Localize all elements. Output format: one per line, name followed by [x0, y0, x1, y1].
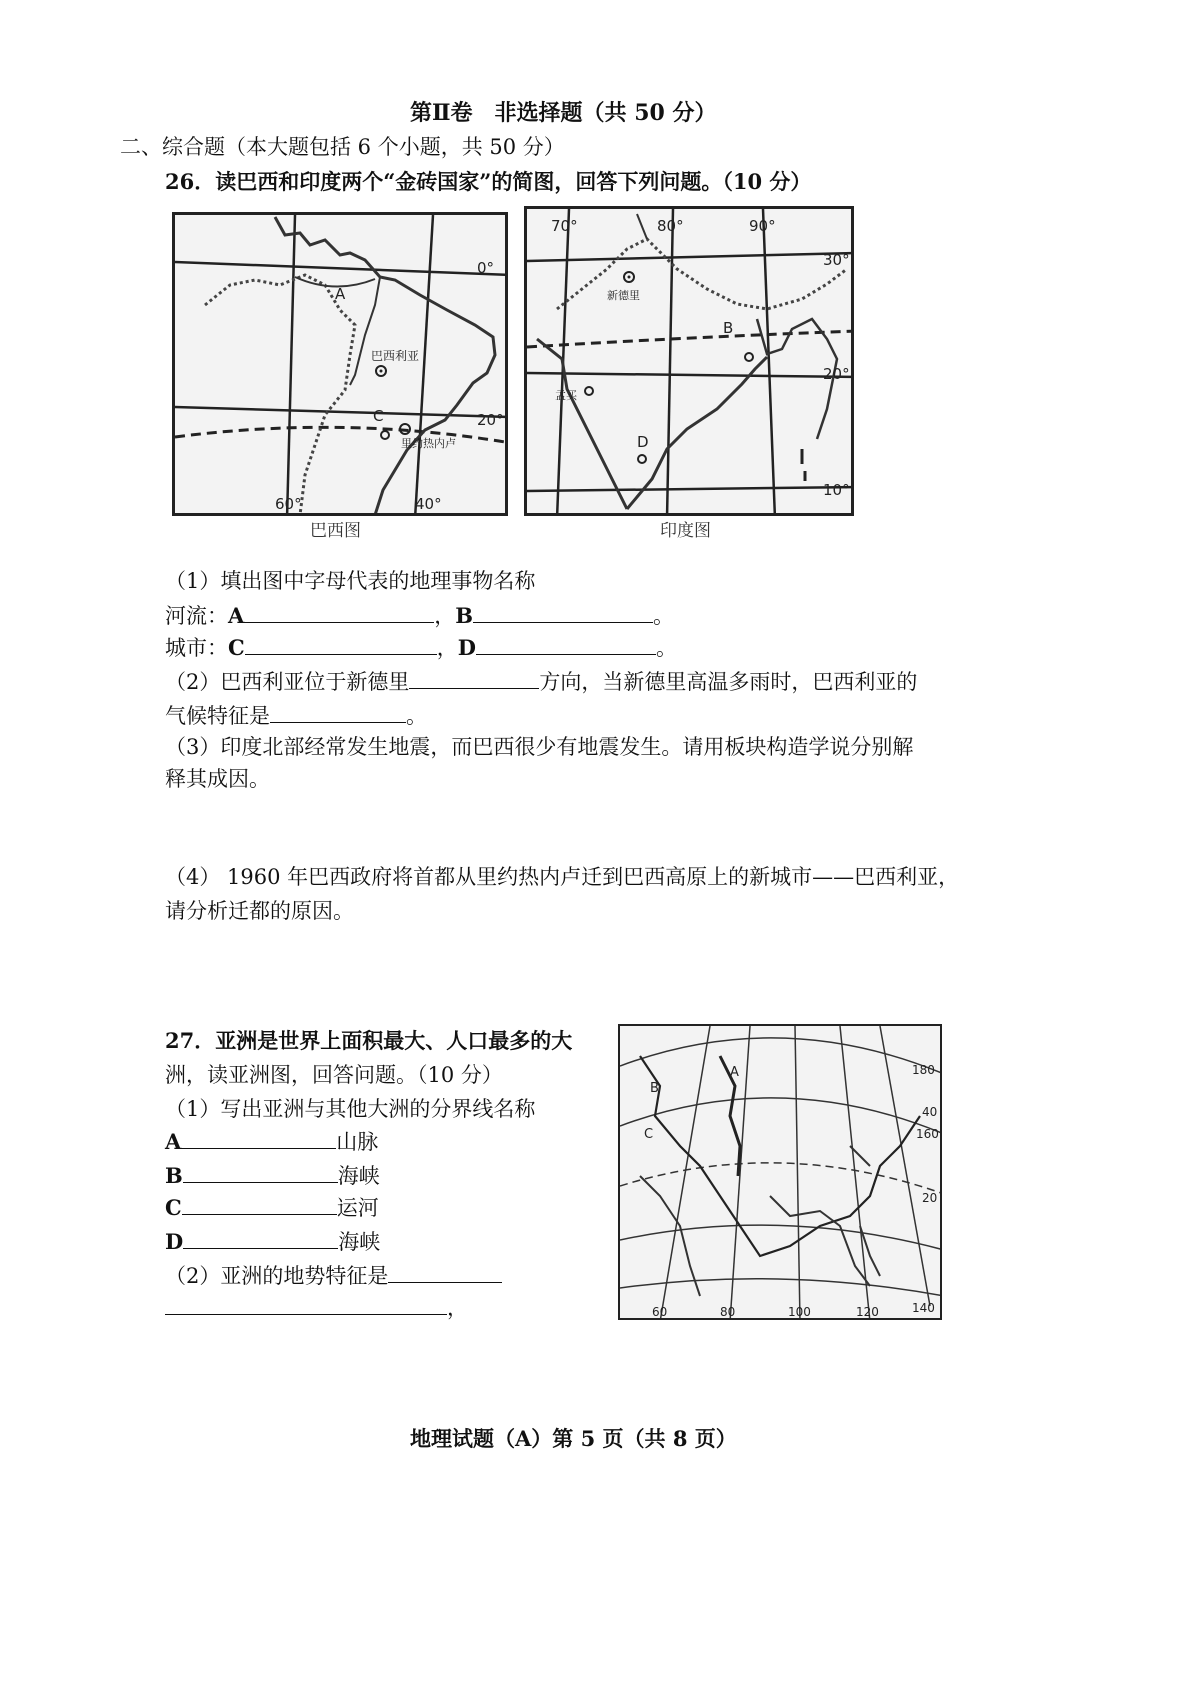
india-lon-80: 80°: [657, 217, 684, 235]
q27-a-blank[interactable]: [181, 1126, 336, 1149]
asia-lon-140: 140: [912, 1301, 935, 1315]
q27-p2-line1: [165, 1260, 502, 1291]
q26-p2-part1: （2）巴西利亚位于新德里: [165, 670, 410, 694]
q27-p2-comma: ，: [447, 1296, 468, 1320]
river-a-blank[interactable]: [244, 600, 434, 623]
q27-stem-line1: 27．亚洲是世界上面积最大、人口最多的大: [165, 1028, 573, 1053]
river-letter-b: B: [455, 603, 474, 628]
q26-p1-title: （1）填出图中字母代表的地理事物名称: [165, 569, 536, 593]
brazil-label-c: C: [373, 407, 384, 425]
q27-letter-a: A: [165, 1129, 182, 1154]
q26-p2-line1: [165, 666, 917, 697]
india-lat-20: 20°: [823, 365, 850, 383]
q27-b-blank[interactable]: [183, 1160, 338, 1183]
asia-lon-120: 120: [856, 1305, 879, 1319]
q27-item-d: [165, 1226, 380, 1257]
city-letter-c: C: [228, 635, 245, 660]
asia-map: [618, 1024, 942, 1320]
q26-p2-period: 。: [406, 704, 427, 728]
city-c-blank[interactable]: [245, 632, 437, 655]
brazil-label-rio: 里约热内卢: [401, 437, 456, 450]
q27-item-b: [165, 1160, 380, 1191]
q26-p4-line2: 请分析迁都的原因。: [165, 899, 354, 923]
q27-suffix-c: 运河: [336, 1196, 379, 1220]
brazil-map-caption: 巴西图: [310, 521, 361, 541]
brazil-map: [172, 212, 508, 516]
brazil-label-a: A: [335, 285, 346, 303]
india-lon-70: 70°: [551, 217, 578, 235]
brazil-lat-20: 20°: [477, 411, 504, 429]
q26-city-line: [165, 632, 677, 663]
india-map: [524, 206, 854, 516]
q27-suffix-a: 山脉: [336, 1130, 379, 1154]
river-letter-a: A: [228, 603, 245, 628]
q26-p2-line2: [165, 700, 427, 731]
india-label-mumbai: 孟买: [555, 389, 577, 402]
q27-letter-d: D: [165, 1229, 184, 1254]
q26-p2-part3: 气候特征是: [165, 704, 270, 728]
q27-stem-line2: 洲，读亚洲图，回答问题。（10 分）: [165, 1063, 503, 1087]
q27-p2-line2: [165, 1292, 468, 1323]
india-lat-30: 30°: [823, 251, 850, 269]
q27-item-c: [165, 1192, 379, 1223]
brazil-label-brasilia: 巴西利亚: [371, 349, 420, 363]
asia-label-b: B: [650, 1081, 659, 1096]
city-d-blank[interactable]: [476, 632, 656, 655]
asia-lon-80: 80: [720, 1305, 736, 1319]
river-comma: ，: [434, 604, 456, 628]
india-lat-10: 10°: [823, 481, 850, 499]
q26-climate-blank[interactable]: [270, 700, 406, 723]
india-label-b: B: [723, 319, 734, 337]
asia-lon-100: 100: [788, 1305, 811, 1319]
city-letter-d: D: [457, 635, 476, 660]
q27-letter-c: C: [165, 1195, 182, 1220]
part-heading: 二、综合题（本大题包括 6 个小题，共 50 分）: [120, 135, 565, 159]
city-comma: ，: [436, 636, 458, 660]
page-footer: 地理试题（A）第 5 页（共 8 页）: [410, 1426, 737, 1451]
asia-lon-160: 160: [916, 1127, 939, 1141]
q27-terrain-blank-2[interactable]: [165, 1292, 447, 1315]
q27-letter-b: B: [165, 1163, 183, 1188]
india-lon-90: 90°: [749, 217, 776, 235]
q26-p3-line1: （3）印度北部经常发生地震，而巴西很少有地震发生。请用板块构造学说分别解: [165, 735, 914, 759]
asia-label-c: C: [644, 1127, 654, 1142]
q26-p2-part2: 方向，当新德里高温多雨时，巴西利亚的: [539, 670, 918, 694]
q26-river-line: [165, 600, 674, 631]
section-title: 第Ⅱ卷 非选择题（共 50 分）: [410, 100, 717, 126]
city-period: 。: [655, 636, 677, 660]
q27-d-blank[interactable]: [183, 1226, 338, 1249]
river-label: 河流：: [165, 604, 228, 628]
q26-p3-line2: 释其成因。: [165, 767, 270, 791]
city-label: 城市：: [165, 636, 228, 660]
q27-p2-part1: （2）亚洲的地势特征是: [165, 1264, 389, 1288]
q27-c-blank[interactable]: [182, 1192, 337, 1215]
brazil-lat-0: 0°: [477, 259, 495, 277]
india-map-caption: 印度图: [660, 521, 711, 541]
q26-direction-blank[interactable]: [409, 666, 539, 689]
q26-stem: 26．读巴西和印度两个“金砖国家”的简图，回答下列问题。（10 分）: [165, 169, 812, 194]
q27-item-a: [165, 1126, 378, 1157]
asia-lon-180: 180: [912, 1063, 935, 1077]
asia-label-a: A: [730, 1065, 739, 1080]
india-label-d: D: [637, 433, 649, 451]
q27-p1-title: （1）写出亚洲与其他大洲的分界线名称: [165, 1097, 536, 1121]
asia-lon-60: 60: [652, 1305, 668, 1319]
asia-lat-20: 20: [922, 1191, 938, 1205]
q27-terrain-blank-1[interactable]: [388, 1260, 502, 1283]
q27-suffix-b: 海峡: [337, 1164, 380, 1188]
river-b-blank[interactable]: [473, 600, 653, 623]
river-period: 。: [653, 604, 675, 628]
india-label-delhi: 新德里: [607, 289, 640, 302]
q27-suffix-d: 海峡: [338, 1230, 381, 1254]
brazil-lon-40: 40°: [415, 495, 442, 513]
brazil-lon-60: 60°: [275, 495, 302, 513]
q26-p4-line1: （4） 1960 年巴西政府将首都从里约热内卢迁到巴西高原上的新城市——巴西利亚，: [165, 865, 960, 889]
asia-lat-40: 40: [922, 1105, 938, 1119]
